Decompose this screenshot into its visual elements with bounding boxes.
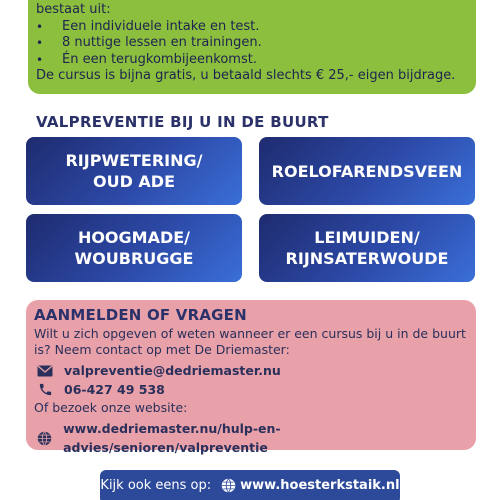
globe-icon (34, 431, 55, 446)
location-leimuiden-button[interactable] (259, 214, 475, 282)
email-row (34, 361, 468, 380)
location-rijpwetering-button[interactable] (26, 137, 242, 205)
footer-website-link[interactable]: www.hoesterkstaik.nl (240, 477, 400, 493)
website-link[interactable]: www.dedriemaster.nu/hulp-en-advies/senioren/valpreventie (63, 421, 281, 455)
contact-title: AANMELDEN OF VRAGEN (34, 306, 247, 324)
location-roelofarendsveen-button[interactable] (259, 137, 475, 205)
phone-link[interactable]: 06-427 49 538 (64, 382, 165, 397)
bullet-icon: • (36, 36, 44, 50)
location-hoogmade-button[interactable] (26, 214, 242, 282)
list-item: • Én een terugkombijeenkomst. (36, 51, 257, 67)
location-line1: LEIMUIDEN/ (314, 228, 420, 247)
bullet-icon: • (36, 52, 44, 67)
bullet-icon: • (36, 19, 44, 34)
location-line1: HOOGMADE/ (77, 228, 191, 247)
footer-bar (100, 470, 400, 500)
location-line1: ROELOFARENDSVEEN (271, 161, 463, 181)
location-line2: RIJNSATERWOUDE (285, 249, 449, 268)
email-link[interactable]: valpreventie@dedriemaster.nu (64, 363, 281, 378)
list-item: • Een individuele intake en test. (36, 18, 260, 34)
phone-icon (34, 382, 56, 397)
website-row (34, 419, 468, 457)
course-list (36, 19, 462, 69)
globe-icon (221, 478, 236, 493)
location-line2: OUD ADE (92, 172, 176, 191)
location-line1: RIJPWETERING/ (65, 151, 203, 170)
course-intro: bestaat uit: (36, 2, 111, 17)
contact-text: Wilt u zich opgeven of weten wanneer er een cursus bij u in de buurt is? Neem contact op met De Driemaster: (34, 326, 466, 357)
course-price-note: De cursus is bijna gratis, u betaald slechts € 25,- eigen bijdrage. (36, 68, 456, 83)
contact-box (26, 300, 476, 455)
website-label: Of bezoek onze website: (34, 400, 188, 415)
location-line2: WOUBRUGGE (74, 249, 194, 268)
course-info-box (28, 0, 476, 94)
locations-title: VALPREVENTIE BIJ U IN DE BUURT (36, 113, 329, 131)
phone-row (34, 380, 468, 399)
mail-icon (34, 365, 56, 377)
footer-label: Kijk ook eens op: (100, 477, 212, 493)
list-item: • 8 nuttige lessen en trainingen. (36, 35, 262, 50)
